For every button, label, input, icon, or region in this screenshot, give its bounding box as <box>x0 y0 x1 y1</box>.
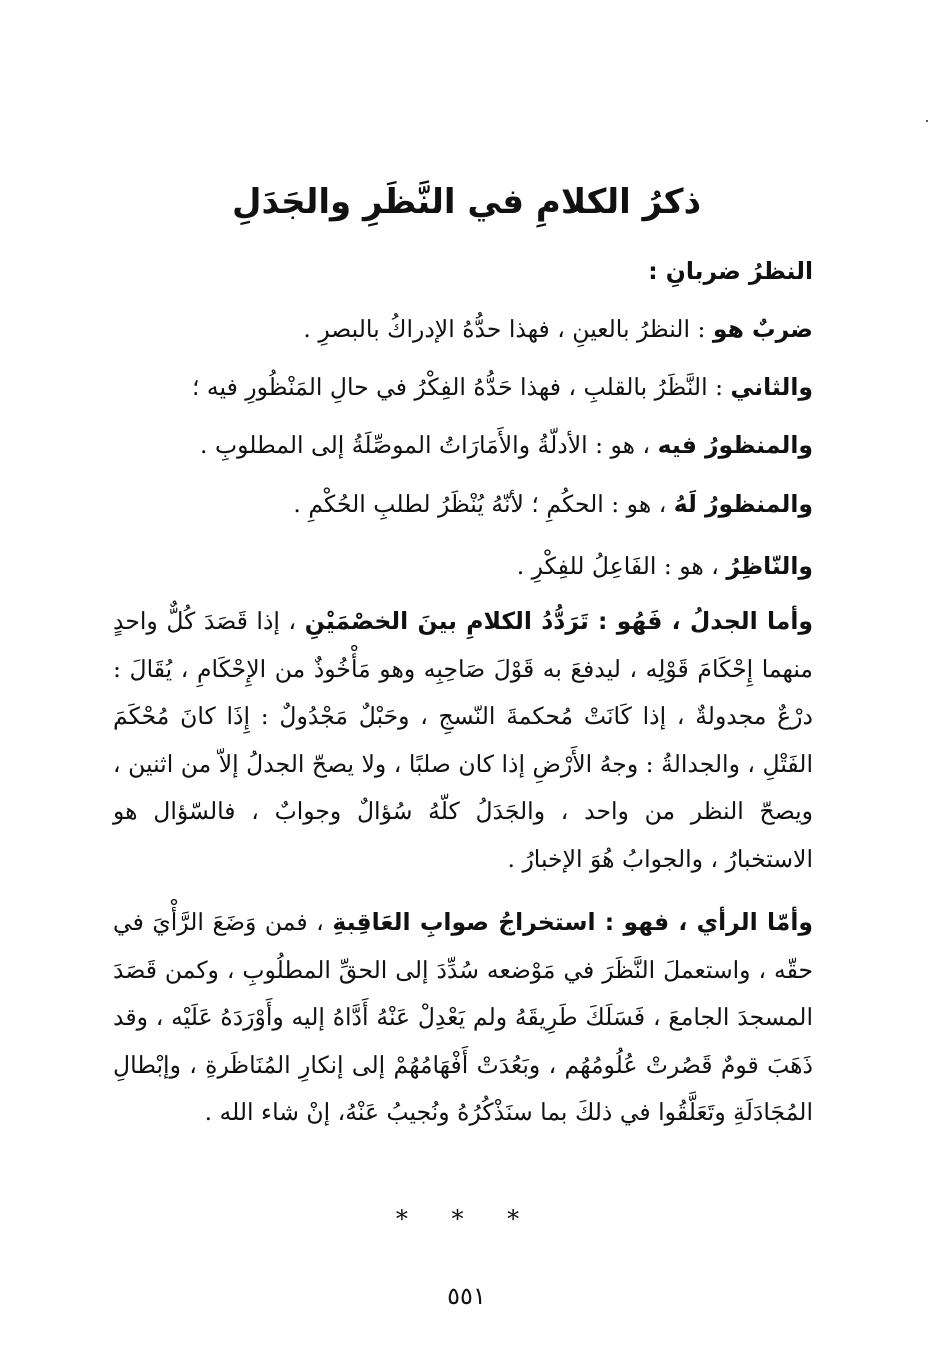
definition-line <box>113 300 813 358</box>
definition-text: : النَّظَرُ بالقلبِ ، فهذا حَدُّهُ الفِكْرُ في حالِ المَنْظُورِ فيه ؛ <box>191 373 731 401</box>
definition-text: ، هو : الفَاعِلُ للفِكْرِ . <box>516 552 727 580</box>
paragraph-text: ، إذا قَصَدَ كُلٌّ واحدٍ منهما إِحْكَامَ قَوْلِه ، ليدفعَ به قَوْلَ صَاحِبِه وهو مَأْخُوذٌ من الإِحْكَامِ ، يُقَالَ : درْعٌ مجدولةٌ ، إذا كَانَتْ مُحكمةَ النّسجِ ، وحَبْلٌ مَجْدُولٌ : إِذَا كانَ مُحْكَمَ الفَتْلِ ، والجدالةُ : وجهُ الأَرْضِ إذا كان صلبًا ، ولا يصحّ الجدلُ إلاّ من اثنين ، ويصحّ النظر من واحد ، والجَدَلُ كلّهُ سُؤالٌ وجوابٌ ، فالسّؤال هو الاستخبارُ ، والجوابُ هُوَ الإخبارُ . <box>113 607 813 873</box>
heading: النظرُ ضربانِ : <box>648 257 813 285</box>
body-text <box>113 242 813 1137</box>
definition-text: ، هو : الحكُمِ ؛ لأنّهُ يُنْظَرُ لطلبِ الحُكْمِ . <box>293 490 674 518</box>
paragraph-text: ، فمن وَضَعَ الرَّأْيَ في حقّه ، واستعملَ النَّظَرَ في مَوْضعه سُدِّدَ إلى الحقِّ المطلُوبِ ، وكمن قَصَدَ المسجدَ الجامعَ ، فَسَلَكَ طَرِيقَهُ ولم يَعْدِلْ عَنْهُ أَدَّاهُ إليه وأَوْرَدَهُ عَلَيْه ، وقد ذَهَبَ قومٌ قَصُرتْ عُلُومُهُم ، وبَعُدَتْ أَفْهَامُهُمْ إلى إنكارِ المُنَاظَرةِ ، وإبْطالِ المُجَادَلَةِ وتَعَلَّقُوا في ذلكَ بما سنَذْكُرُهُ ونُجيبُ عَنْهُ، إنْ شاء الله . <box>113 908 813 1126</box>
section-ornament: * * * <box>395 1205 538 1233</box>
paragraph-jadal <box>113 598 813 883</box>
section-title: ذكرُ الكلامِ في النَّظَرِ والجَدَلِ <box>231 182 702 222</box>
definition-text: ، هو : الأدلّةُ والأَمَارَاتُ الموصِّلَةُ إلى المطلوبِ . <box>200 431 658 459</box>
paragraph-lead: وأما الجدلُ ، فَهُو : تَرَدُّدُ الكلامِ بينَ الخصْمَيْنِ <box>304 607 813 635</box>
definition-line <box>113 358 813 416</box>
definition-line <box>113 534 813 598</box>
paragraph-lead: وأمّا الرأي ، فهو : استخراجُ صوابِ العَاقِبةِ <box>332 908 813 936</box>
definition-lead: والثاني <box>730 373 813 401</box>
definition-lead: والنّاظِرُ <box>726 552 813 580</box>
definition-line <box>113 416 813 474</box>
definition-line <box>113 474 813 534</box>
definition-lead: ضربٌ هو <box>712 315 813 343</box>
heading-line <box>113 242 813 300</box>
definition-lead: والمنظورُ لَهُ <box>673 490 813 518</box>
definition-text: : النظرُ بالعينِ ، فهذا حدُّهُ الإدراكُ بالبصرِ . <box>303 315 713 343</box>
paragraph-rai <box>113 899 813 1137</box>
page-number: ٥٥١ <box>447 1282 486 1310</box>
definition-lead: والمنظورُ فيه <box>657 431 813 459</box>
scan-speck <box>926 120 928 122</box>
